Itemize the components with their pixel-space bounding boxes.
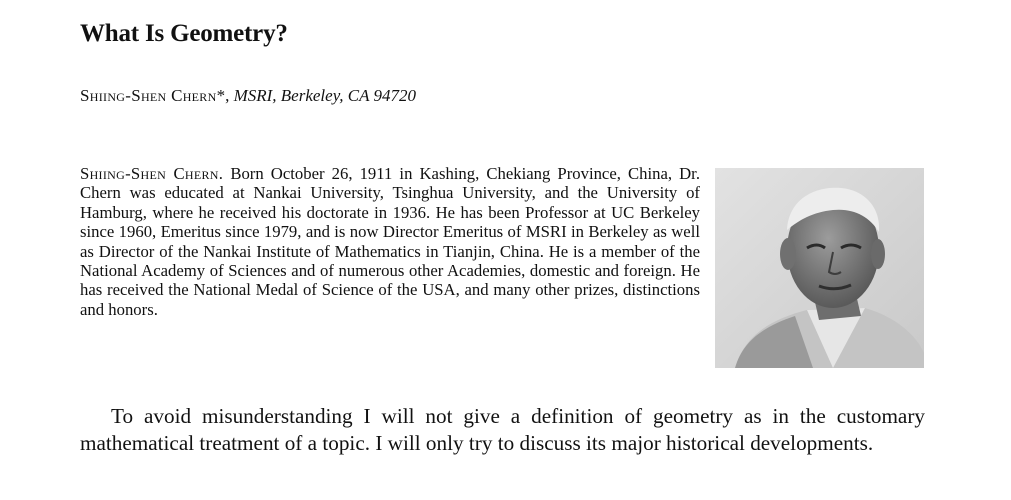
author-name: Shiing-Shen Chern bbox=[80, 86, 217, 105]
author-footnote-marker: *, bbox=[216, 86, 230, 105]
author-affiliation: MSRI, Berkeley, CA 94720 bbox=[233, 86, 416, 105]
author-byline bbox=[80, 86, 416, 106]
bio-text: Born October 26, 1911 in Kashing, Chekiang Province, China, Dr. Chern was educated at Nankai University, Tsinghua University, and the University of Hamburg, where he received his doctorate in 1936. He has been Professor at UC Berkeley since 1960, Emeritus since 1979, and is now Director Emeritus of MSRI in Berkeley as well as Director of the Nankai Institute of Mathematics in Tianjin, China. He is a member of the National Academy of Sciences and of numerous other Academies, domestic and foreign. He has received the National Medal of Science of the USA, and many other prizes, distinctions and honors. bbox=[80, 164, 700, 319]
author-biography bbox=[80, 164, 700, 319]
bio-name: Shiing-Shen Chern. bbox=[80, 164, 224, 183]
article-title: What Is Geometry? bbox=[80, 20, 288, 47]
author-photo bbox=[715, 168, 924, 368]
intro-paragraph: To avoid misunderstanding I will not give a definition of geometry as in the customary mathematical treatment of a topic. I will only try to discuss its major historical developments. bbox=[80, 404, 925, 455]
